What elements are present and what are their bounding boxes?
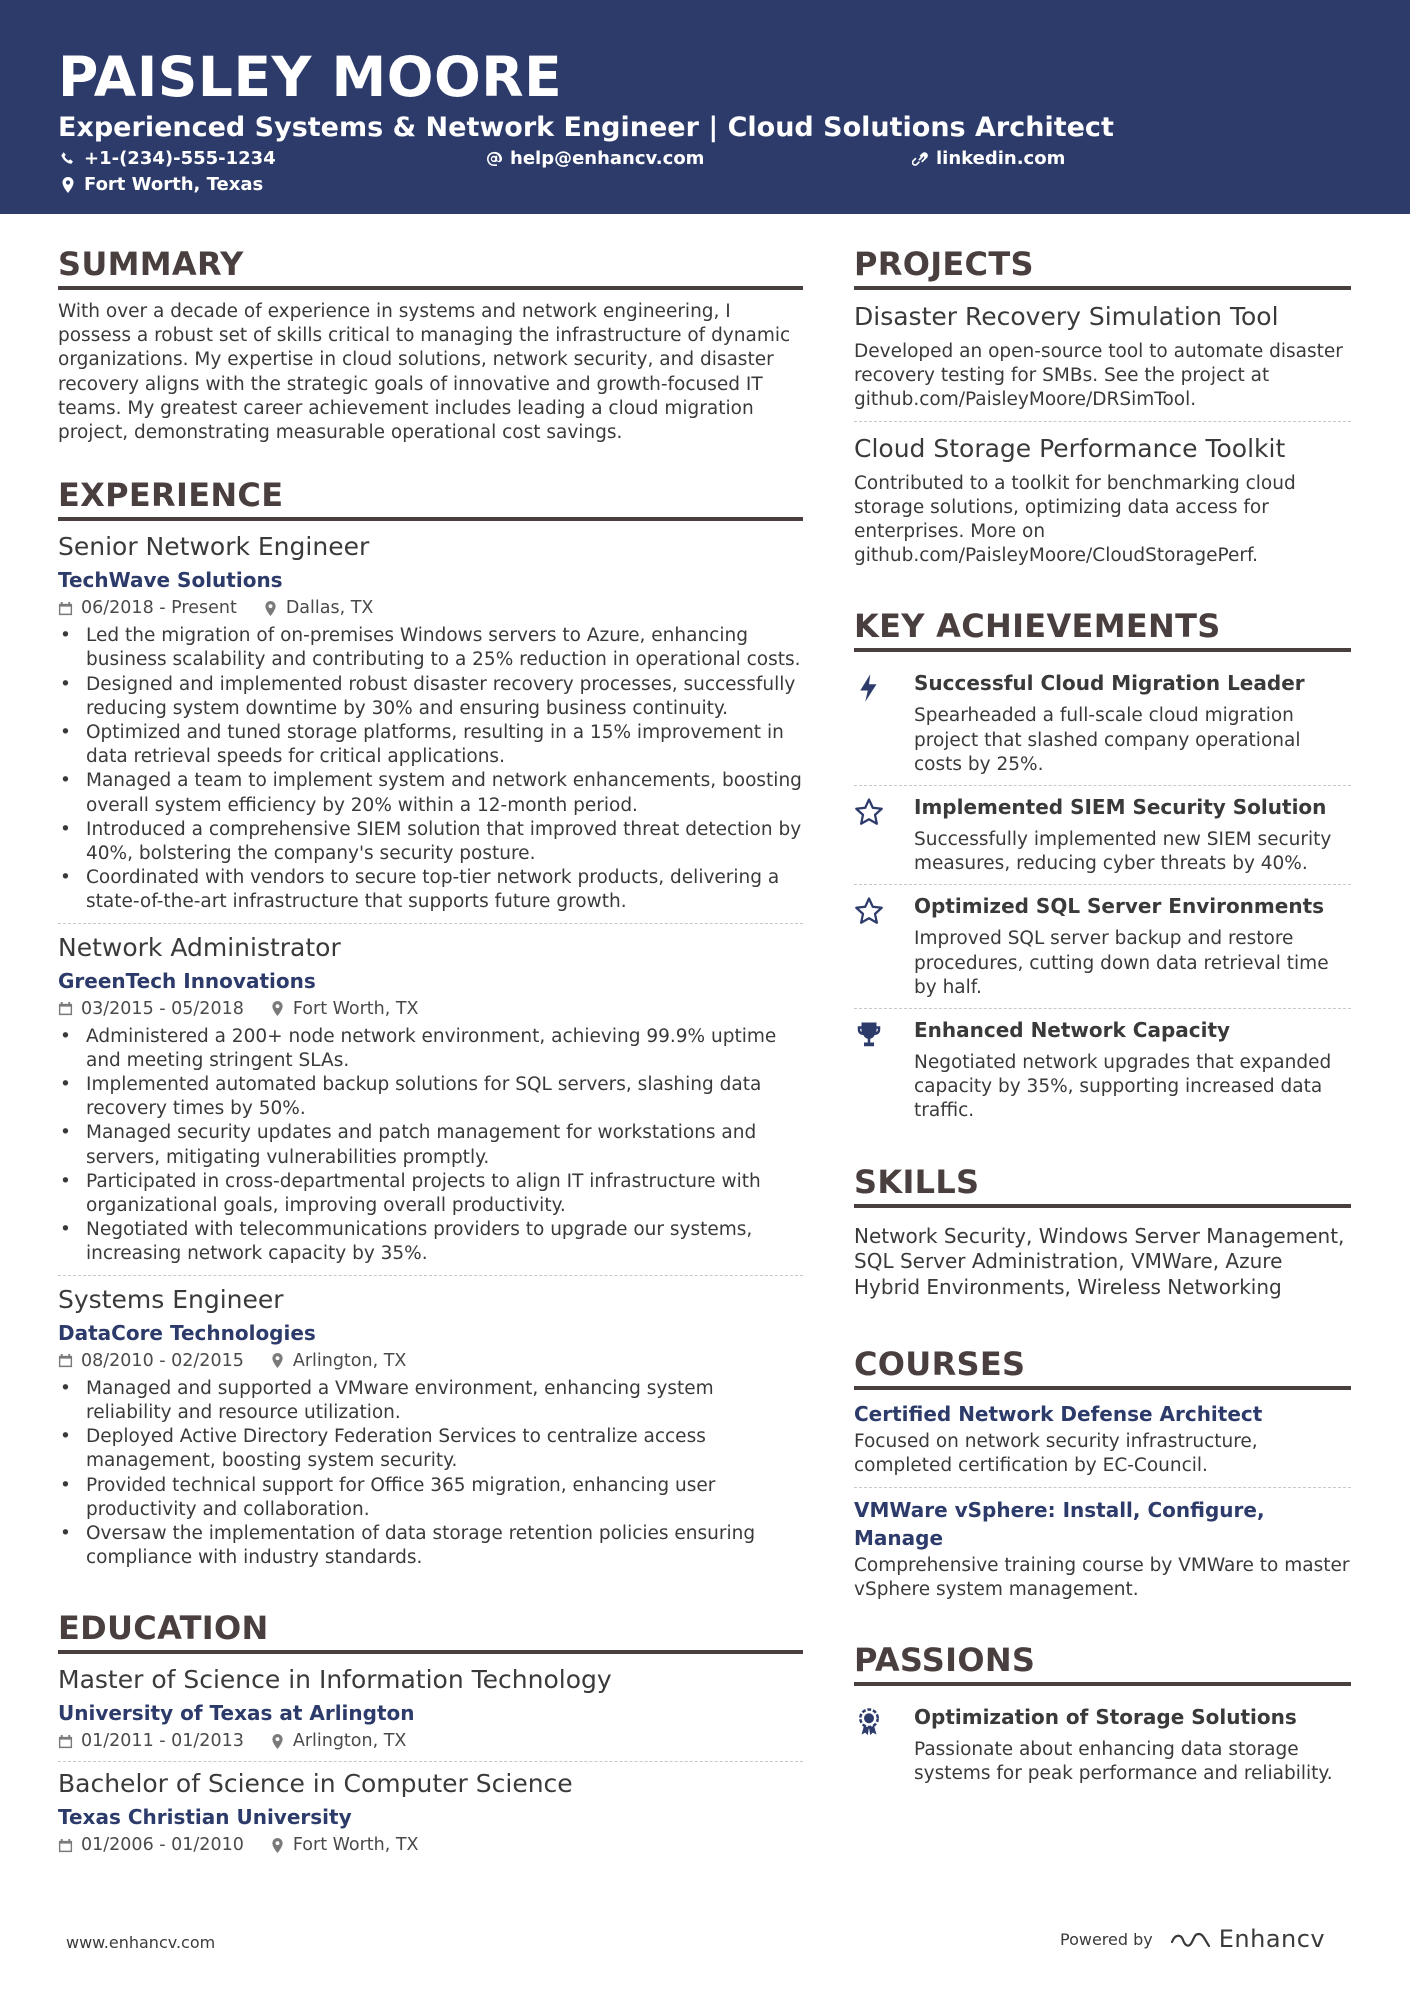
- resume-header: [0, 0, 1410, 214]
- achievement-title: Implemented SIEM Security Solution: [914, 795, 1327, 820]
- phone-icon: [60, 151, 76, 167]
- achievement-description: Successfully implemented new SIEM security measures, reducing cyber threats by 40%.: [914, 829, 1332, 875]
- bullet-item: • Negotiated with telecommunications providers to upgrade our systems, increasing network capacity by 35%.: [86, 1218, 803, 1266]
- bullet-item: • Managed security updates and patch management for workstations and servers, mitigating vulnerabilities promptly.: [86, 1121, 803, 1169]
- summary-heading: SUMMARY: [58, 240, 803, 290]
- calendar-icon: [58, 1734, 73, 1749]
- job-entry: [58, 1284, 803, 1579]
- education-entry: [58, 1768, 803, 1865]
- achievement-description: Spearheaded a full-scale cloud migration project that slashed company operational costs by 25%.: [914, 705, 1301, 775]
- job-location: Dallas, TX: [285, 598, 374, 619]
- candidate-name: PAISLEY MOORE: [58, 45, 563, 109]
- job-meta: [58, 997, 803, 1021]
- job-bullets: [58, 1025, 803, 1267]
- at-sign-icon: [486, 151, 502, 167]
- location-pin-icon: [270, 1353, 285, 1368]
- education-dates: 01/2006 - 01/2010: [81, 1835, 244, 1856]
- job-meta: [58, 1349, 803, 1373]
- education-heading: EDUCATION: [58, 1604, 803, 1654]
- courses-heading: COURSES: [854, 1340, 1351, 1390]
- lightning-icon: [854, 672, 884, 704]
- project-title: Cloud Storage Performance Toolkit: [854, 433, 1286, 463]
- bullet-item: • Managed a team to implement system and network enhancements, boosting overall system efficiency by 20% within a 12-month period.: [86, 769, 803, 817]
- achievement-description: Negotiated network upgrades that expanded capacity by 35%, supporting increased data traffic.: [914, 1052, 1332, 1122]
- bullet-item: • Designed and implemented robust disaster recovery processes, successfully reducing system downtime by 30% and ensuring business continuity.: [86, 673, 803, 721]
- job-dates: 03/2015 - 05/2018: [81, 998, 244, 1019]
- job-dates: 08/2010 - 02/2015: [81, 1350, 244, 1371]
- link-icon: [912, 151, 928, 167]
- contact-phone[interactable]: [60, 147, 276, 171]
- award-ribbon-icon: [854, 1706, 884, 1738]
- trophy-icon: [854, 1019, 884, 1051]
- location-pin-icon: [60, 177, 76, 193]
- bullet-item: • Led the migration of on-premises Windows servers to Azure, enhancing business scalability and contributing to a 25% reduction in operational costs.: [86, 624, 803, 672]
- course-entry: [854, 1496, 1351, 1610]
- calendar-icon: [58, 1838, 73, 1853]
- project-description: Contributed to a toolkit for benchmarking cloud storage solutions, optimizing data access for enterprises. More on github.com/PaisleyMoore/CloudStoragePerf.: [854, 472, 1296, 567]
- achievements-section: [854, 602, 1351, 1131]
- star-icon: [854, 796, 884, 828]
- brand-logo[interactable]: [1169, 1925, 1325, 1953]
- bullet-item: • Introduced a comprehensive SIEM solution that improved threat detection by 40%, bolstering the company's security posture.: [86, 818, 803, 866]
- course-description: Focused on network security infrastructure, completed certification by EC-Council.: [854, 1431, 1258, 1477]
- company-name: TechWave Solutions: [58, 568, 283, 593]
- footer-website[interactable]: www.enhancv.com: [66, 1933, 216, 1952]
- job-meta: [58, 596, 803, 620]
- course-title: VMWare vSphere: Install, Configure, Manage: [854, 1497, 1265, 1550]
- education-entry: [58, 1664, 803, 1762]
- achievement-description: Improved SQL server backup and restore procedures, cutting down data retrieval time by half.: [914, 928, 1329, 998]
- phone-text: +1-(234)-555-1234: [84, 148, 276, 169]
- achievement-entry: [854, 662, 1351, 786]
- achievement-title: Successful Cloud Migration Leader: [914, 671, 1305, 696]
- job-title: Senior Network Engineer: [58, 532, 370, 562]
- skills-heading: SKILLS: [854, 1158, 1351, 1208]
- star-icon: [854, 895, 884, 927]
- bullet-item: • Participated in cross-departmental projects to align IT infrastructure with organizational goals, improving overall productivity.: [86, 1170, 803, 1218]
- job-title: Systems Engineer: [58, 1284, 284, 1314]
- courses-section: [854, 1340, 1351, 1610]
- calendar-icon: [58, 1001, 73, 1016]
- job-bullets: [58, 1377, 803, 1571]
- bullet-item: • Managed and supported a VMware environment, enhancing system reliability and resource utilization.: [86, 1377, 803, 1425]
- bullet-item: • Coordinated with vendors to secure top-tier network products, delivering a state-of-the-art infrastructure that supports future growth.: [86, 866, 803, 914]
- location-text: Fort Worth, Texas: [84, 174, 264, 195]
- contact-location: [60, 173, 263, 197]
- projects-heading: PROJECTS: [854, 240, 1351, 290]
- summary-text: With over a decade of experience in systems and network engineering, I possess a robust set of skills critical to managing the infrastructure of dynamic organizations. My expertise in cloud solutions, network security, and disaster recovery aligns with the strategic goals of innovative and growth-focused IT teams. My greatest career achievement includes leading a cloud migration project, demonstrating measurable operational cost savings.: [58, 301, 791, 444]
- education-meta: [58, 1833, 803, 1857]
- degree-title: Master of Science in Information Technology: [58, 1665, 612, 1695]
- education-location: Fort Worth, TX: [292, 1835, 419, 1856]
- job-entry: [58, 531, 803, 923]
- project-entry: [854, 300, 1351, 422]
- passion-title: Optimization of Storage Solutions: [914, 1704, 1297, 1729]
- experience-heading: EXPERIENCE: [58, 471, 803, 521]
- candidate-headline: Experienced Systems & Network Engineer | Cloud Solutions Architect: [58, 112, 1114, 143]
- achievement-entry: [854, 1009, 1351, 1132]
- job-location: Arlington, TX: [292, 1350, 407, 1371]
- course-entry: [854, 1400, 1351, 1487]
- location-pin-icon: [263, 601, 278, 616]
- course-title: Certified Network Defense Architect: [854, 1402, 1263, 1427]
- passions-section: [854, 1636, 1351, 1794]
- job-title: Network Administrator: [58, 932, 341, 962]
- contact-linkedin[interactable]: [912, 147, 1065, 171]
- experience-section: [58, 471, 803, 1578]
- linkedin-text: linkedin.com: [936, 148, 1066, 169]
- bullet-item: • Optimized and tuned storage platforms, resulting in a 15% improvement in data retrieval speeds for critical applications.: [86, 721, 803, 769]
- bullet-item: • Administered a 200+ node network environment, achieving 99.9% uptime and meeting stringent SLAs.: [86, 1025, 803, 1073]
- company-name: DataCore Technologies: [58, 1320, 316, 1345]
- passions-heading: PASSIONS: [854, 1636, 1351, 1686]
- brand-name: Enhancv: [1218, 1925, 1326, 1953]
- enhancv-logo-icon: [1169, 1928, 1213, 1950]
- calendar-icon: [58, 601, 73, 616]
- achievement-title: Enhanced Network Capacity: [914, 1018, 1231, 1043]
- achievements-heading: KEY ACHIEVEMENTS: [854, 602, 1351, 652]
- skills-list: Network Security, Windows Server Management, SQL Server Administration, VMWare, Azure Hybrid Environments, Wireless Networking: [854, 1223, 1345, 1299]
- job-entry: [58, 932, 803, 1276]
- email-text: help@enhancv.com: [510, 148, 705, 169]
- bullet-item: • Oversaw the implementation of data storage retention policies ensuring compliance with industry standards.: [86, 1522, 803, 1570]
- calendar-icon: [58, 1353, 73, 1368]
- location-pin-icon: [270, 1001, 285, 1016]
- powered-by-label: Powered by: [1060, 1929, 1153, 1949]
- company-name: GreenTech Innovations: [58, 968, 316, 993]
- job-location: Fort Worth, TX: [292, 998, 419, 1019]
- education-section: [58, 1604, 803, 1865]
- job-bullets: [58, 624, 803, 914]
- bullet-item: • Deployed Active Directory Federation Services to centralize access management, boosting system security.: [86, 1425, 803, 1473]
- location-pin-icon: [270, 1838, 285, 1853]
- education-meta: [58, 1729, 803, 1753]
- passion-entry: [854, 1696, 1351, 1794]
- passion-description: Passionate about enhancing data storage systems for peak performance and reliability.: [914, 1738, 1333, 1785]
- course-description: Comprehensive training course by VMWare to master vSphere system management.: [854, 1554, 1350, 1600]
- bullet-item: • Provided technical support for Office 365 migration, enhancing user productivity and collaboration.: [86, 1474, 803, 1522]
- job-dates: 06/2018 - Present: [81, 598, 237, 619]
- bullet-item: • Implemented automated backup solutions for SQL servers, slashing data recovery times by 50%.: [86, 1073, 803, 1121]
- education-dates: 01/2011 - 01/2013: [81, 1731, 244, 1752]
- project-title: Disaster Recovery Simulation Tool: [854, 302, 1279, 331]
- projects-section: [854, 240, 1351, 576]
- skills-section: [854, 1158, 1351, 1301]
- left-column: [58, 240, 803, 1891]
- achievement-entry: [854, 786, 1351, 885]
- achievement-entry: [854, 885, 1351, 1009]
- achievement-title: Optimized SQL Server Environments: [914, 894, 1325, 919]
- school-name: Texas Christian University: [58, 1805, 352, 1830]
- right-column: [854, 240, 1351, 1820]
- summary-section: [58, 240, 803, 445]
- location-pin-icon: [270, 1734, 285, 1749]
- school-name: University of Texas at Arlington: [58, 1701, 415, 1726]
- contact-email[interactable]: [486, 147, 704, 171]
- footer-branding: [1060, 1925, 1325, 1953]
- project-entry: [854, 432, 1351, 577]
- education-location: Arlington, TX: [292, 1731, 407, 1752]
- project-description: Developed an open-source tool to automate disaster recovery testing for SMBs. See the project at github.com/PaisleyMoore/DRSimTool.: [854, 341, 1343, 411]
- degree-title: Bachelor of Science in Computer Science: [58, 1769, 573, 1799]
